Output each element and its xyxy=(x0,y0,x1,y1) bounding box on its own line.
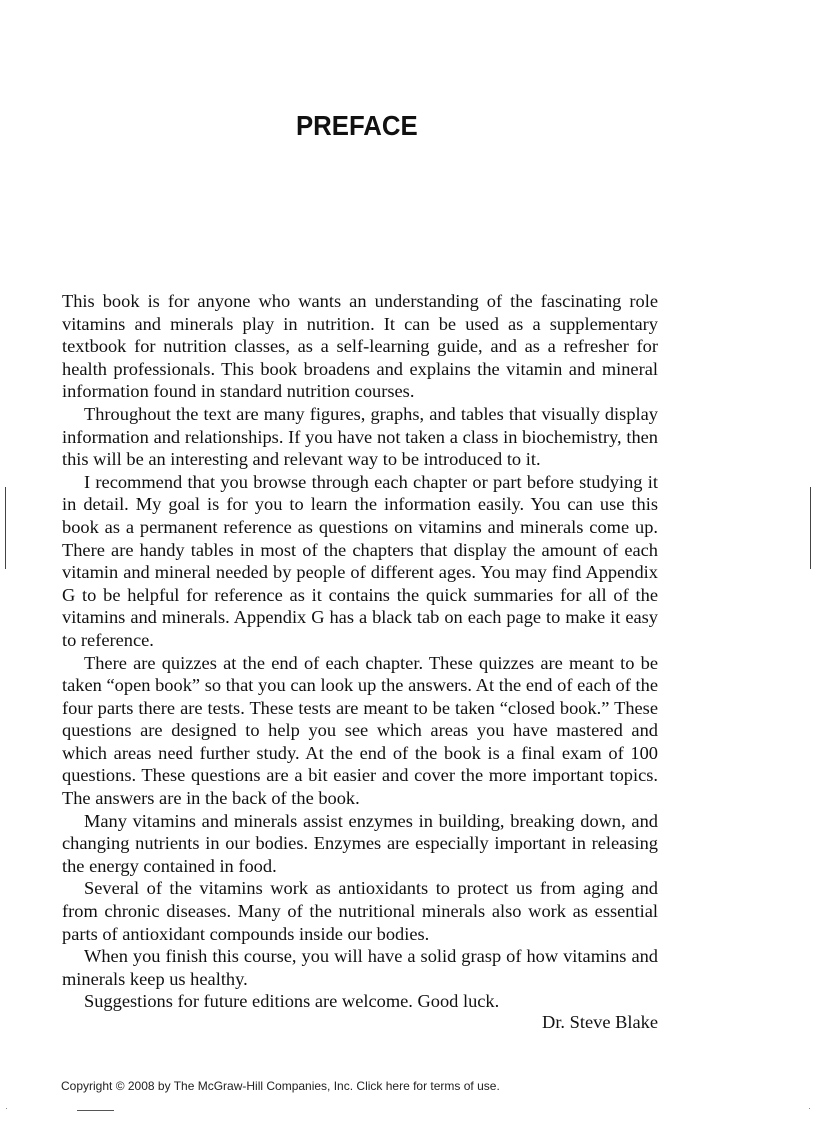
paragraph: There are quizzes at the end of each chapter. These quizzes are meant to be taken “open book” so that you can look up the answers. At the end of each of the four parts there are tests. These tests are meant to be taken “closed book.” These questions are designed to help you see which areas you have mastered and which areas need further study. At the end of the book is a final exam of 100 questions. These questions are a bit easier and cover the more important topics. The answers are in the back of the book. xyxy=(62,652,658,809)
paragraph: I recommend that you browse through each chapter or part before studying it in detail. My goal is for you to learn the information easily. You can use this book as a permanent reference as questions on vitamins and minerals come up. There are handy tables in most of the chapters that display the amount of each vitamin and mineral needed by people of different ages. You may find Appendix G to be helpful for reference as it contains the quick summaries for all of the vitamins and minerals. Appendix G has a black tab on each page to make it easy to reference. xyxy=(62,471,658,650)
right-margin-mark xyxy=(810,487,811,569)
paragraph: Several of the vitamins work as antioxidants to protect us from aging and from chronic diseases. Many of the nutritional minerals also work as essential parts of antioxidant compounds inside our bodies. xyxy=(62,878,658,944)
footer-rule xyxy=(77,1110,114,1111)
corner-dot xyxy=(809,1108,810,1109)
author-signature: Dr. Steve Blake xyxy=(542,1012,658,1032)
paragraph: When you finish this course, you will have a solid grasp of how vitamins and minerals keep us healthy. xyxy=(62,946,658,989)
copyright-link[interactable]: Copyright © 2008 by The McGraw-Hill Companies, Inc. Click here for terms of use. xyxy=(61,1079,500,1093)
preface-body xyxy=(62,290,658,1013)
left-margin-mark xyxy=(5,487,6,569)
paragraph: Throughout the text are many figures, graphs, and tables that visually display information and relationships. If you have not taken a class in biochemistry, then this will be an interesting and relevant way to be introduced to it. xyxy=(62,403,658,470)
paragraph: Suggestions for future editions are welcome. Good luck. xyxy=(84,991,500,1012)
paragraph: Many vitamins and minerals assist enzymes in building, breaking down, and changing nutrients in our bodies. Enzymes are especially important in releasing the energy contained in food. xyxy=(62,810,658,876)
page-title-container xyxy=(296,110,436,142)
page-title: PREFACE xyxy=(296,110,418,141)
paragraph: This book is for anyone who wants an understanding of the fascinating role vitamins and minerals play in nutrition. It can be used as a supplementary textbook for nutrition classes, as a self-learning guide, and as a refresher for health professionals. This book broadens and explains the vitamin and mineral information found in standard nutrition courses. xyxy=(62,291,658,402)
corner-dot xyxy=(6,1108,7,1109)
